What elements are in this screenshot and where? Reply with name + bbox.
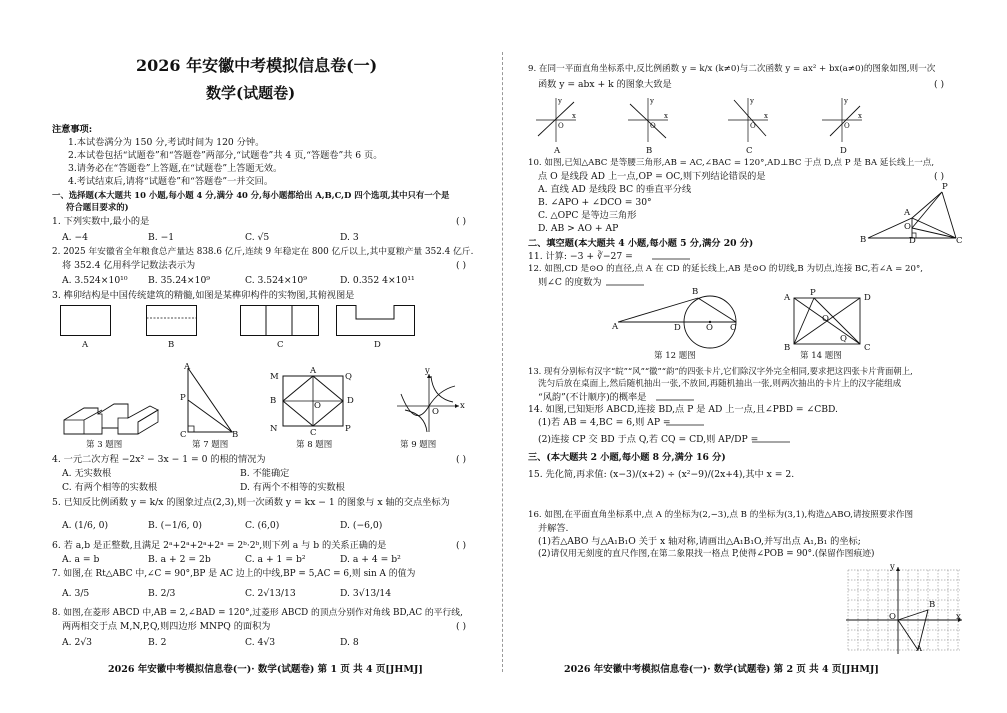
q8-option-a: A. 2√3 — [62, 637, 93, 648]
svg-text:x: x — [858, 112, 862, 120]
q6-option-c: C. a + 1 = b² — [245, 554, 306, 565]
answer-paren-6: ( ) — [456, 540, 467, 551]
q8-option-d: D. 8 — [340, 637, 359, 648]
fig-12-label-o: O — [706, 323, 713, 333]
q5-option-c: C. (6,0) — [245, 520, 280, 531]
question-1: 1. 下列实数中,最小的是 — [52, 216, 150, 227]
svg-text:y: y — [650, 97, 654, 105]
section-1-heading-2: 符合题目要求的) — [66, 202, 129, 212]
q3-option-b-figure — [146, 305, 206, 338]
fig-16-coordinate-grid — [844, 566, 964, 656]
q10-option-a: A. 直线 AD 是线段 BC 的垂直平分线 — [538, 184, 692, 195]
question-16-part-2: (2)请仅用无刻度的直尺作图,在第二象限找一格点 P,使得∠POB = 90°.(保留作图痕迹) — [538, 549, 875, 559]
q3-option-c-figure — [240, 305, 320, 338]
answer-paren-10: ( ) — [934, 171, 945, 182]
fig-9-graphs — [395, 372, 465, 434]
fig-9-label-x: x — [460, 401, 465, 411]
q7-option-b: B. 2/3 — [148, 588, 176, 599]
fig-14-caption: 第 14 题图 — [800, 351, 842, 361]
fig-8-label-q: Q — [345, 372, 352, 382]
page-1-footer: 2026 年安徽中考模拟信息卷(一)· 数学(试题卷) 第 1 页 共 4 页[JHMJ] — [108, 664, 423, 675]
q2-option-d: D. 0.352 4×10¹¹ — [340, 275, 415, 286]
exam-subtitle: 数学(试题卷) — [206, 84, 296, 102]
answer-paren-4: ( ) — [456, 454, 467, 465]
q9-option-d-graph — [820, 96, 864, 144]
fig-7-label-c: C — [180, 430, 187, 440]
q6-option-a: A. a = b — [62, 554, 100, 565]
svg-text:O: O — [650, 122, 656, 130]
fig-8-label-b: B — [270, 396, 277, 406]
notice-2: 2.本试卷包括“试题卷”和“答题卷”两部分,“试题卷”共 4 页,“答题卷”共 6 页。 — [68, 150, 383, 161]
q9-label-a: A — [554, 146, 561, 156]
page-2-footer: 2026 年安徽中考模拟信息卷(一)· 数学(试题卷) 第 2 页 共 4 页[JHMJ] — [564, 664, 879, 675]
question-14: 14. 如图,已知矩形 ABCD,连接 BD,点 P 是 AD 上一点,且∠PBD = ∠CBD. — [528, 404, 838, 415]
q3-label-b: B — [168, 340, 175, 350]
fig-9-caption: 第 9 题图 — [400, 440, 437, 450]
fig-7-caption: 第 7 题图 — [192, 440, 229, 450]
question-13-line-2: 洗匀后放在桌面上,然后随机抽出一张,不放回,再随机抽出一张,则两次抽出的卡片上的汉字能组成 — [538, 379, 902, 389]
q3-label-a: A — [82, 340, 89, 350]
q1-option-c: C. √5 — [245, 232, 270, 243]
fig-10-label-b: B — [860, 235, 867, 245]
q13-answer-blank — [656, 399, 696, 402]
question-15: 15. 先化简,再求值: (x−3)/(x+2) ÷ (x²−9)/(2x+4),其中 x = 2. — [528, 469, 795, 480]
q5-option-b: B. (−1/6, 0) — [148, 520, 202, 531]
fig-16-label-x: x — [956, 612, 961, 622]
q5-option-d: D. (−6,0) — [340, 520, 383, 531]
question-16-line-2: 并解答. — [538, 523, 569, 534]
q6-option-b: B. a + 2 = 2b — [148, 554, 211, 565]
q10-option-d: D. AB > AO + AP — [538, 223, 619, 234]
svg-text:x: x — [572, 112, 576, 120]
q4-option-a: A. 无实数根 — [62, 468, 112, 479]
q10-option-c: C. △OPC 是等边三角形 — [538, 210, 637, 221]
svg-text:O: O — [844, 122, 850, 130]
q1-option-a: A. −4 — [62, 232, 89, 243]
question-10-line-2: 点 O 是线段 AD 上一点,OP = OC,则下列结论错误的是 — [538, 171, 766, 182]
svg-text:y: y — [844, 97, 848, 105]
fig-8-label-d: D — [347, 396, 354, 406]
question-8-line-2: 两两相交于点 M,N,P,Q,则四边形 MNPQ 的面积为 — [62, 621, 271, 632]
fig-9-label-o: O — [432, 407, 439, 417]
question-14-part-1: (1)若 AB = 4,BC = 6,则 AP = — [538, 417, 671, 428]
svg-text:x: x — [664, 112, 668, 120]
q9-label-d: D — [840, 146, 847, 156]
q3-option-a-figure — [60, 305, 120, 338]
fig-14-label-p: P — [810, 288, 816, 298]
svg-text:y: y — [750, 97, 754, 105]
notice-1: 1.本试卷满分为 150 分,考试时间为 120 分钟。 — [68, 137, 265, 148]
question-13-line-3: “风韵”(不计顺序)的概率是 — [538, 392, 647, 403]
fig-14-label-c: C — [864, 343, 871, 353]
fig-10-triangle — [864, 188, 964, 243]
fig-16-label-b: B — [929, 600, 936, 610]
q11-answer-blank — [652, 258, 692, 261]
section-3-heading: 三、(本大题共 2 小题,每小题 8 分,满分 16 分) — [528, 452, 726, 463]
q3-label-d: D — [374, 340, 381, 350]
fig-16-label-y: y — [890, 562, 895, 572]
q2-option-c: C. 3.524×10⁹ — [245, 275, 307, 286]
question-2-line-1: 2. 2025 年安徽省全年粮食总产量达 838.6 亿斤,连续 9 年稳定在 800 亿斤以上,其中夏粮产量 352.4 亿斤. — [52, 247, 474, 257]
question-9-line-1: 9. 在同一平面直角坐标系中,反比例函数 y = k/x (k≠0)与二次函数 y = ax² + bx(a≠0)的图象如图,则一次 — [528, 64, 936, 74]
question-4: 4. 一元二次方程 −2x² − 3x − 1 = 0 的根的情况为 — [52, 454, 266, 465]
question-3: 3. 榫卯结构是中国传统建筑的精髓,如图是某榫卯构件的实物图,其俯视图是 — [52, 290, 355, 301]
q14-1-answer-blank — [666, 424, 706, 427]
question-5: 5. 已知反比例函数 y = k/x 的图象过点(2,3),则一次函数 y = kx − 1 的图象与 x 轴的交点坐标为 — [52, 497, 450, 508]
fig-9-label-y: y — [425, 366, 430, 376]
answer-paren-2: ( ) — [456, 260, 467, 271]
q14-2-answer-blank — [752, 441, 792, 444]
fig-8-label-p: P — [345, 424, 351, 434]
fig-10-label-o: O — [904, 222, 911, 232]
fig-8-label-m: M — [270, 372, 279, 382]
q7-option-a: A. 3/5 — [62, 588, 90, 599]
fig-8-label-o: O — [314, 401, 321, 411]
q2-option-a: A. 3.524×10¹⁰ — [62, 275, 128, 286]
q8-option-c: C. 4√3 — [245, 637, 276, 648]
exam-page-1 — [0, 0, 503, 713]
question-8-line-1: 8. 如图,在菱形 ABCD 中,AB = 2,∠BAD = 120°,过菱形 ABCD 的顶点分别作对角线 BD,AC 的平行线, — [52, 608, 463, 618]
question-2-line-2: 将 352.4 亿用科学记数法表示为 — [62, 260, 196, 271]
question-7: 7. 如图,在 Rt△ABC 中,∠C = 90°,BP 是 AC 边上的中线,BP = 5,AC = 6,则 sin A 的值为 — [52, 569, 416, 579]
fig-14-label-d: D — [864, 293, 871, 303]
fig-10-label-d: D — [909, 236, 916, 246]
fig-3-mortise-tenon — [62, 398, 162, 438]
question-14-part-2: (2)连接 CP 交 BD 于点 Q,若 CQ = CD,则 AP/DP = — [538, 434, 759, 445]
q9-label-c: C — [746, 146, 753, 156]
q1-option-d: D. 3 — [340, 232, 359, 243]
svg-text:x: x — [764, 112, 768, 120]
answer-paren-8: ( ) — [456, 621, 467, 632]
question-6: 6. 若 a,b 是正整数,且满足 2ᵃ+2ᵃ+2ᵃ+2ᵃ = 2ᵇ·2ᵇ,则下列 a 与 b 的关系正确的是 — [52, 540, 387, 551]
fig-7-label-a: A — [184, 362, 191, 372]
fig-16-label-a: A — [916, 644, 923, 654]
fig-12-circle-tangent — [614, 290, 744, 350]
q4-option-d: D. 有两个不相等的实数根 — [240, 482, 345, 493]
notice-3: 3.请务必在“答题卷”上答题,在“试题卷”上答题无效。 — [68, 163, 283, 174]
q6-option-d: D. a + 4 = b² — [340, 554, 401, 565]
q9-option-b-graph — [626, 96, 670, 144]
fig-10-label-a: A — [904, 208, 911, 218]
q3-option-d-figure — [336, 305, 416, 338]
fig-7-label-b: B — [232, 430, 239, 440]
question-10-line-1: 10. 如图,已知△ABC 是等腰三角形,AB = AC,∠BAC = 120°,AD⊥BC 于点 D,点 P 是 BA 延长线上一点, — [528, 158, 935, 168]
exam-title: 2026 年安徽中考模拟信息卷(一) — [136, 56, 378, 75]
q10-option-b: B. ∠APO + ∠DCO = 30° — [538, 197, 652, 208]
q5-option-a: A. (1/6, 0) — [62, 520, 109, 531]
question-12-line-2: 则∠C 的度数为 — [538, 277, 602, 288]
question-9-line-2: 函数 y = abx + k 的图象大致是 — [538, 79, 672, 90]
fig-8-label-n: N — [270, 424, 278, 434]
fig-10-label-p: P — [942, 182, 948, 192]
fig-14-label-a: A — [784, 293, 791, 303]
fig-14-label-o: O — [822, 314, 829, 324]
q9-label-b: B — [646, 146, 653, 156]
fig-12-label-d: D — [674, 323, 681, 333]
q9-option-c-graph — [726, 96, 770, 144]
q2-option-b: B. 35.24×10⁹ — [148, 275, 210, 286]
question-16-part-1: (1)若△ABO 与△A₁B₁O 关于 x 轴对称,请画出△A₁B₁O,并写出点 A₁,B₁ 的坐标; — [538, 536, 861, 547]
q8-option-b: B. 2 — [148, 637, 167, 648]
q1-option-b: B. −1 — [148, 232, 175, 243]
answer-paren-1: ( ) — [456, 216, 467, 227]
question-16-line-1: 16. 如图,在平面直角坐标系中,点 A 的坐标为(2,−3),点 B 的坐标为(3,1),构造△ABO,请按照要求作图 — [528, 510, 914, 520]
notice-4: 4.考试结束后,请将“试题卷”和“答题卷”一并交回。 — [68, 176, 274, 187]
fig-7-label-p: P — [180, 393, 186, 403]
section-1-heading: 一、选择题(本大题共 10 小题,每小题 4 分,满分 40 分,每小题都给出 A,B,C,D 四个选项,其中只有一个是 — [52, 190, 450, 200]
fig-12-caption: 第 12 题图 — [654, 351, 696, 361]
question-12-line-1: 12. 如图,CD 是⊙O 的直径,点 A 在 CD 的延长线上,AB 是⊙O 的切线,B 为切点,连接 BC,若∠A = 20°, — [528, 264, 924, 274]
question-13-line-1: 13. 现有分别标有汉字“皖”“风”“徽”“韵”的四张卡片,它们除汉字外完全相同,要求把这四张卡片背面朝上, — [528, 366, 913, 376]
fig-12-label-c: C — [730, 323, 737, 333]
fig-12-label-b: B — [692, 287, 699, 297]
svg-text:y: y — [558, 97, 562, 105]
fig-8-label-a: A — [310, 366, 317, 376]
svg-text:O: O — [558, 122, 564, 130]
fig-3-caption: 第 3 题图 — [86, 440, 123, 450]
q3-label-c: C — [277, 340, 284, 350]
q7-option-d: D. 3√13/14 — [340, 588, 392, 599]
answer-paren-9: ( ) — [934, 79, 945, 90]
q4-option-b: B. 不能确定 — [240, 468, 290, 479]
notice-heading: 注意事项: — [52, 124, 93, 135]
question-11: 11. 计算: −3 + ∛−27 = — [528, 251, 633, 262]
fig-12-label-a: A — [612, 322, 619, 332]
fig-14-label-b: B — [784, 343, 791, 353]
fig-8-label-c: C — [310, 428, 317, 438]
q7-option-c: C. 2√13/13 — [245, 588, 296, 599]
fig-10-label-c: C — [956, 236, 963, 246]
exam-page-2 — [504, 0, 1007, 713]
q12-answer-blank — [606, 284, 646, 287]
q4-option-c: C. 有两个相等的实数根 — [62, 482, 158, 493]
section-2-heading: 二、填空题(本大题共 4 小题,每小题 5 分,满分 20 分) — [528, 238, 754, 249]
svg-text:O: O — [750, 122, 756, 130]
fig-16-label-o: O — [889, 612, 896, 622]
fig-14-label-q: Q — [840, 334, 847, 344]
q9-option-a-graph — [534, 96, 578, 144]
fig-8-caption: 第 8 题图 — [296, 440, 333, 450]
